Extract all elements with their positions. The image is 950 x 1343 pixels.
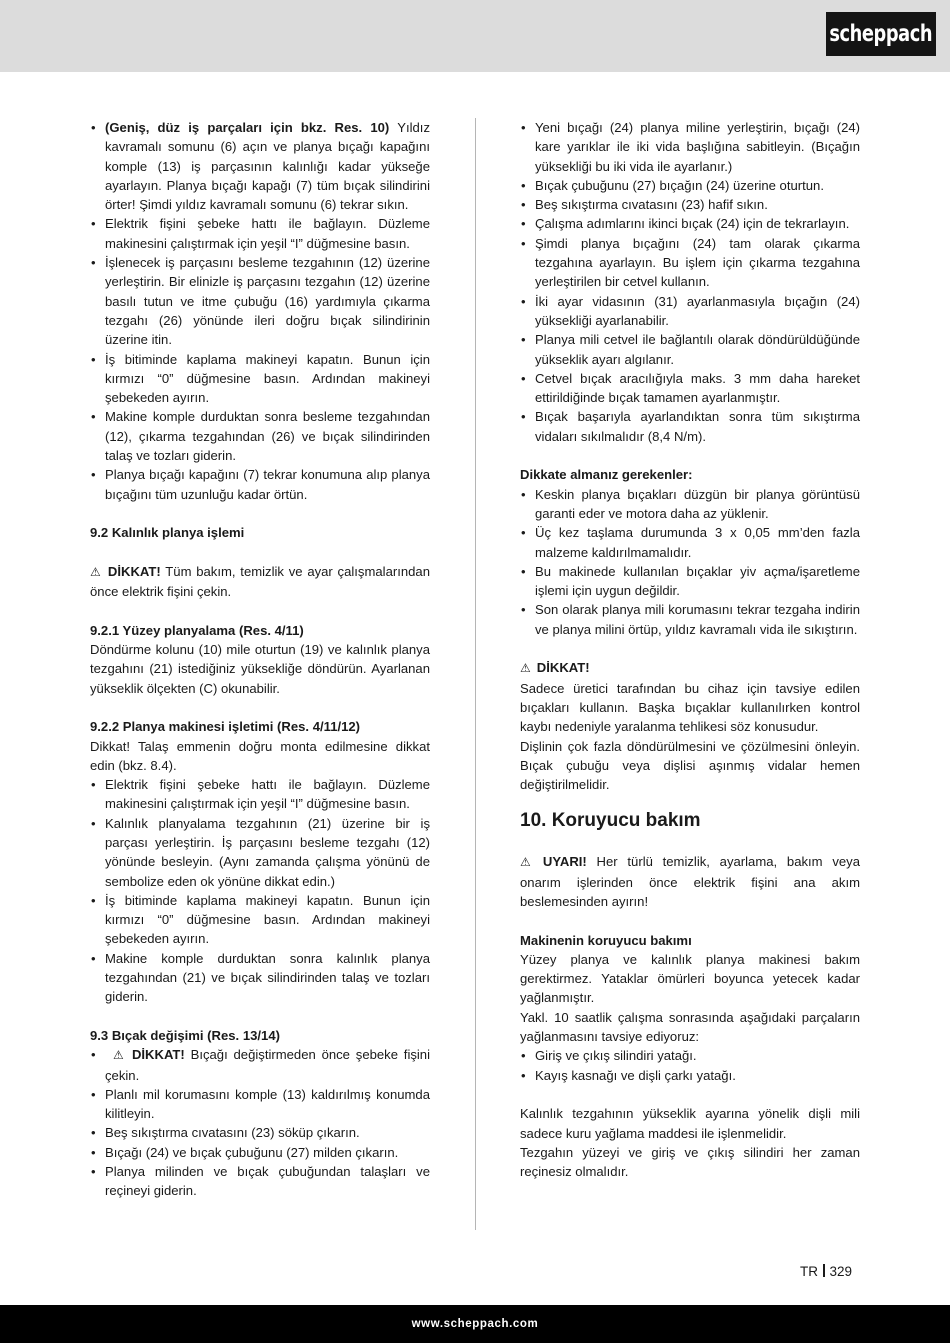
warning-paragraph: ⚠ UYARI! Her türlü temizlik, ayarlama, bakım veya onarım işlerinden önce elektrik fişini ana akım beslemesinden ayırın! (520, 854, 860, 909)
bullet-list (90, 118, 430, 504)
list-item: • Beş sıkıştırma cıvatasını (23) söküp çıkarın. (90, 1123, 430, 1142)
list-item: • Giriş ve çıkış silindiri yatağı. (520, 1046, 860, 1065)
list-item: • Cetvel bıçak aracılığıyla maks. 3 mm daha hareket ettirildiğinde bıçak tamamen ayarlanmıştır. (520, 369, 860, 408)
paragraph: Dişlinin çok fazla döndürülmesini ve çözülmesini önleyin. Bıçak çubuğu veya dişlisi aşınmış vidalar hemen değiştirilmelidir. (520, 738, 860, 793)
list-item: • Yeni bıçağı (24) planya miline yerleştirin, bıçağı (24) kare yarıklar ile iki vida başlığına sabitleyin. (Bıçağın yüksekliği bu iki vida ile ayarlanır.) (520, 118, 860, 176)
list-item: • İki ayar vidasının (31) ayarlanmasıyla bıçağın (24) yüksekliği ayarlanabilir. (520, 292, 860, 331)
chapter-heading: 10. Koruyucu bakım (520, 810, 701, 832)
paragraph: Dikkat! Talaş emmenin doğru monta edilmesine dikkat edin (bkz. 8.4). (90, 738, 430, 773)
list-item: • ⚠ DİKKAT! Bıçağı değiştirmeden önce şebeke fişini çekin. (90, 1045, 430, 1085)
bullet-list (520, 1046, 860, 1085)
bullet-list (520, 485, 860, 639)
list-item: • Çalışma adımlarını ikinci bıçak (24) için de tekrarlayın. (520, 214, 860, 233)
section-heading: 9.3 Bıçak değişimi (Res. 13/14) (90, 1027, 280, 1043)
separator (823, 1264, 825, 1277)
bullet-list (90, 775, 430, 1007)
list-item: • Bıçağı (24) ve bıçak çubuğunu (27) milden çıkarın. (90, 1143, 430, 1162)
list-item: • Planlı mil korumasını komple (13) kaldırılmış konumda kilitleyin. (90, 1085, 430, 1124)
paragraph: Tezgahın yüzeyi ve giriş ve çıkış silindiri her zaman reçinesiz olmalıdır. (520, 1144, 860, 1180)
warning-icon: ⚠ (113, 1048, 126, 1063)
warning-icon: ⚠ (520, 661, 531, 676)
left-column (90, 118, 430, 1201)
header-band (0, 0, 950, 72)
paragraph: Döndürme kolunu (10) mile oturtun (19) ve kalınlık planya tezgahını (21) istediğiniz yüksekliğe döndürün. Ayarlanan yükseklik ölçekten (C) okunabilir. (90, 642, 430, 696)
paragraph: Yakl. 10 saatlik çalışma sonrasında aşağıdaki parçaların yağlanmasını tavsiye ediyoruz: (520, 1009, 860, 1045)
warning-heading: ⚠ DİKKAT! (520, 660, 590, 676)
right-column (520, 118, 860, 1181)
list-item: • Bu makinede kullanılan bıçaklar yiv açma/işaretleme işlemi için uygun değildir. (520, 562, 860, 601)
list-item: • İş bitiminde kaplama makineyi kapatın. Bunun için kırmızı “0” düğmesine basın. Ardından makineyi şebekeden ayırın. (90, 350, 430, 408)
section-heading: Makinenin koruyucu bakımı (520, 932, 692, 948)
website-link[interactable]: www.scheppach.com (411, 1318, 539, 1330)
list-item: • Bıçak çubuğunu (27) bıçağın (24) üzerine oturtun. (520, 176, 860, 195)
brand-logo: scheppach (826, 12, 936, 56)
list-item: • Şimdi planya bıçağını (24) tam olarak çıkarma tezgahına ayarlayın. Bu işlem için çıkarma tezgahına yerleştirilen bir cetvel kullanın. (520, 234, 860, 292)
list-item: • Üç kez taşlama durumunda 3 x 0,05 mm’den fazla malzeme kaldırılmamalıdır. (520, 523, 860, 562)
list-item: • Makine komple durduktan sonra besleme tezgahından (12), çıkarma tezgahından (26) ve bıçak silindirinden talaş ve tozları giderin. (90, 407, 430, 465)
paragraph: Kalınlık tezgahının yükseklik ayarına yönelik dişli mili sadece kuru yağlama maddesi ile işlenmelidir. (520, 1106, 860, 1141)
list-item: • Kayış kasnağı ve dişli çarkı yatağı. (520, 1066, 860, 1085)
section-heading: 9.2 Kalınlık planya işlemi (90, 525, 245, 541)
paragraph: Yüzey planya ve kalınlık planya makinesi bakım gerektirmez. Yataklar ömürleri boyunca yetecek kadar yağlanmıştır. (520, 951, 860, 1006)
bullet-list (520, 118, 860, 446)
warning-icon: ⚠ (90, 564, 102, 579)
list-item: • Elektrik fişini şebeke hattı ile bağlayın. Düzleme makinesini çalıştırmak için yeşil “I” düğmesine basın. (90, 775, 430, 814)
paragraph: Sadece üretici tarafından bu cihaz için tavsiye edilen bıçakları kullanın. Başka bıçaklar kullanılırken kontrol kaybı nedeniyle yaralanma tehlikesi söz konusudur. (520, 680, 860, 735)
section-heading: Dikkate almanız gerekenler: (520, 467, 693, 483)
list-item: • İşlenecek iş parçasını besleme tezgahının (12) üzerine yerleştirin. Bir elinizle iş parçasını tezgahın (12) üzerine basılı tutun ve itme çubuğu (16) yardımıyla çıkarma tezgahı (26) yönünde ileri doğru bıçak silindirinin üzerine itin. (90, 253, 430, 349)
page-number (800, 1264, 852, 1279)
section-heading: 9.2.2 Planya makinesi işletimi (Res. 4/11/12) (90, 719, 361, 735)
bullet-list (90, 1045, 430, 1200)
list-item: • Planya milinden ve bıçak çubuğundan talaşları ve reçineyi giderin. (90, 1162, 430, 1201)
footer-band (0, 1305, 950, 1343)
list-item: • Son olarak planya mili korumasını tekrar tezgaha indirin ve planya milini örtüp, yıldız kavramalı vida ile sıkıştırın. (520, 600, 860, 639)
list-item: • Makine komple durduktan sonra kalınlık planya tezgahından (21) ve bıçak silindirinden talaş ve tozları giderin. (90, 949, 430, 1007)
list-item: • Elektrik fişini şebeke hattı ile bağlayın. Düzleme makinesini çalıştırmak için yeşil “I” düğmesine basın. (90, 214, 430, 253)
list-item: • İş bitiminde kaplama makineyi kapatın. Bunun için kırmızı “0” düğmesine basın. Ardından makineyi şebekeden ayırın. (90, 891, 430, 949)
column-divider (475, 118, 476, 1230)
list-item: • Bıçak başarıyla ayarlandıktan sonra tüm sıkıştırma vidaları sıkılmalıdır (8,4 N/m). (520, 407, 860, 446)
language-code: TR (800, 1264, 818, 1279)
section-heading: 9.2.1 Yüzey planyalama (Res. 4/11) (90, 622, 304, 638)
list-item: • Keskin planya bıçakları düzgün bir planya görüntüsü garanti eder ve motora daha az yüklenir. (520, 485, 860, 524)
list-item: • Beş sıkıştırma cıvatasını (23) hafif sıkın. (520, 195, 860, 214)
warning-paragraph: ⚠ DİKKAT! Tüm bakım, temizlik ve ayar çalışmalarından önce elektrik fişini çekin. (90, 563, 430, 600)
list-item: • (Geniş, düz iş parçaları için bkz. Res. 10) Yıldız kavramalı somunu (6) açın ve planya bıçağı kapağını komple (13) iş parçasının kalınlığı kadar yükseğe ayarlayın. Planya bıçağı kapağı (7) tüm bıçak silindirini örter! Şimdi yıldız kavramalı somunu (6) tekrar sıkın. (90, 118, 430, 214)
list-item: • Planya bıçağı kapağını (7) tekrar konumuna alıp planya bıçağını tüm uzunluğu kadar örtün. (90, 465, 430, 504)
page-number-value: 329 (829, 1264, 853, 1279)
list-item: • Planya mili cetvel ile bağlantılı olarak döndürüldüğünde yükseklik ayarı algılanır. (520, 330, 860, 369)
list-item: • Kalınlık planyalama tezgahının (21) üzerine bir iş parçası yerleştirin. İş parçasını besleme tezgahı (12) yönünde besleyin. (Aynı zamanda çalışma yönünü de sembolize eden ok yönüne dikkat edin.) (90, 814, 430, 891)
warning-icon: ⚠ (520, 855, 537, 870)
